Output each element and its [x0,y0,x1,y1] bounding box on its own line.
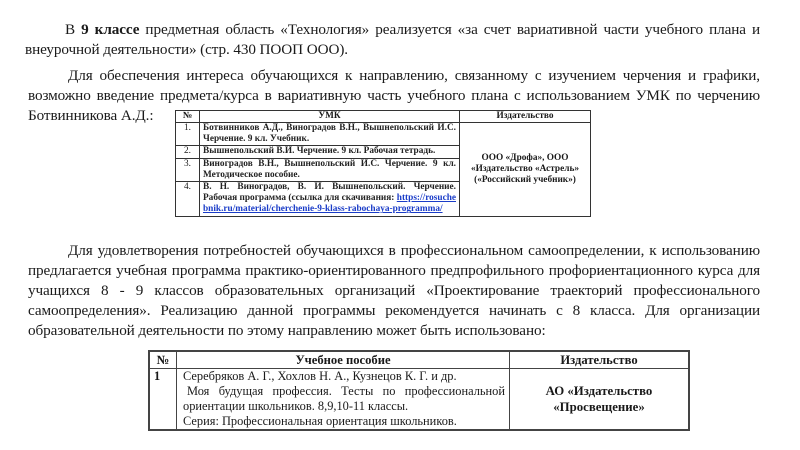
row-umk [200,182,460,217]
row-textbook [177,369,510,431]
header-number: № [149,351,177,369]
textbook-table [148,350,690,431]
publisher-cell: ООО «Дрофа», ООО «Издательство «Астрель» («Российский учебник») [460,123,591,217]
textbook-table-header [149,351,689,369]
table-row [176,123,591,146]
paragraph1-rest: предметная область «Технология» реализуется «за счет вариативной части учебного плана и внеурочной деятельности» (стр. 430 ПООП ООО). [25,21,760,58]
row-number: 4. [176,182,200,217]
paragraph1-bold: 9 классе [81,21,140,38]
header-umk: УМК [200,111,460,123]
paragraph-drawing-course: Для обеспечения интереса обучающихся к направлению, связанному с изучением черчения и графики, возможно введение предмета/курса в вариативную часть учебного плана с использованием УМК по черчению Ботвинникова А.Д.: [28,67,760,124]
download-link[interactable]: https://rosuchebnik.ru/material/cherchenie-9-klass-rabochaya-programma/ [203,193,457,215]
header-publisher: Издательство [510,351,690,369]
textbook-title: Моя будущая профессия. Тесты по профессиональной ориентации школьников. 8,9,10-11 классы. [183,384,505,413]
textbook-authors: Серебряков А. Г., Хохлов Н. А., Кузнецов К. Г. и др. [183,369,457,383]
row-number: 2. [176,146,200,158]
table-row [149,369,689,431]
header-textbook: Учебное пособие [177,351,510,369]
header-number: № [176,111,200,123]
paragraph1-prefix: В [65,21,82,38]
umk-table [175,110,591,217]
row-number: 1 [149,369,177,431]
umk-table-header [176,111,591,123]
header-publisher: Издательство [460,111,591,123]
paragraph-grade9-technology [25,20,760,60]
publisher-cell: АО «Издательство «Просвещение» [510,369,690,431]
row-umk: Вышнепольский В.И. Черчение. 9 кл. Рабочая тетрадь. [200,146,460,158]
paragraph-career-guidance: Для удовлетворения потребностей обучающихся в профессиональном самоопределении, к использованию предлагается учебная программа практико-ориентированного предпрофильного профориентационного курса для учащихся 8 - 9 классов образовательных организаций «Проектирование траекторий профессионального самоопределения». Реализацию данной программы рекомендуется начинать с 8 класса. Для организации образовательной деятельности по этому направлению может быть использовано: [28,242,760,339]
row-number: 1. [176,123,200,146]
textbook-series: Серия: Профессиональная ориентация школьников. [183,414,457,428]
row-umk: Ботвинников А.Д., Виноградов В.Н., Вышнепольский И.С. Черчение. 9 кл. Учебник. [200,123,460,146]
row-umk: Виноградов В.Н., Вышнепольский И.С. Черчение. 9 кл. Методическое пособие. [200,158,460,181]
row-number: 3. [176,158,200,181]
row-umk-text: В. Н. Виноградов, В. И. Вышнепольский. Черчение. Рабочая программа (ссылка для скачивания: [203,182,456,204]
